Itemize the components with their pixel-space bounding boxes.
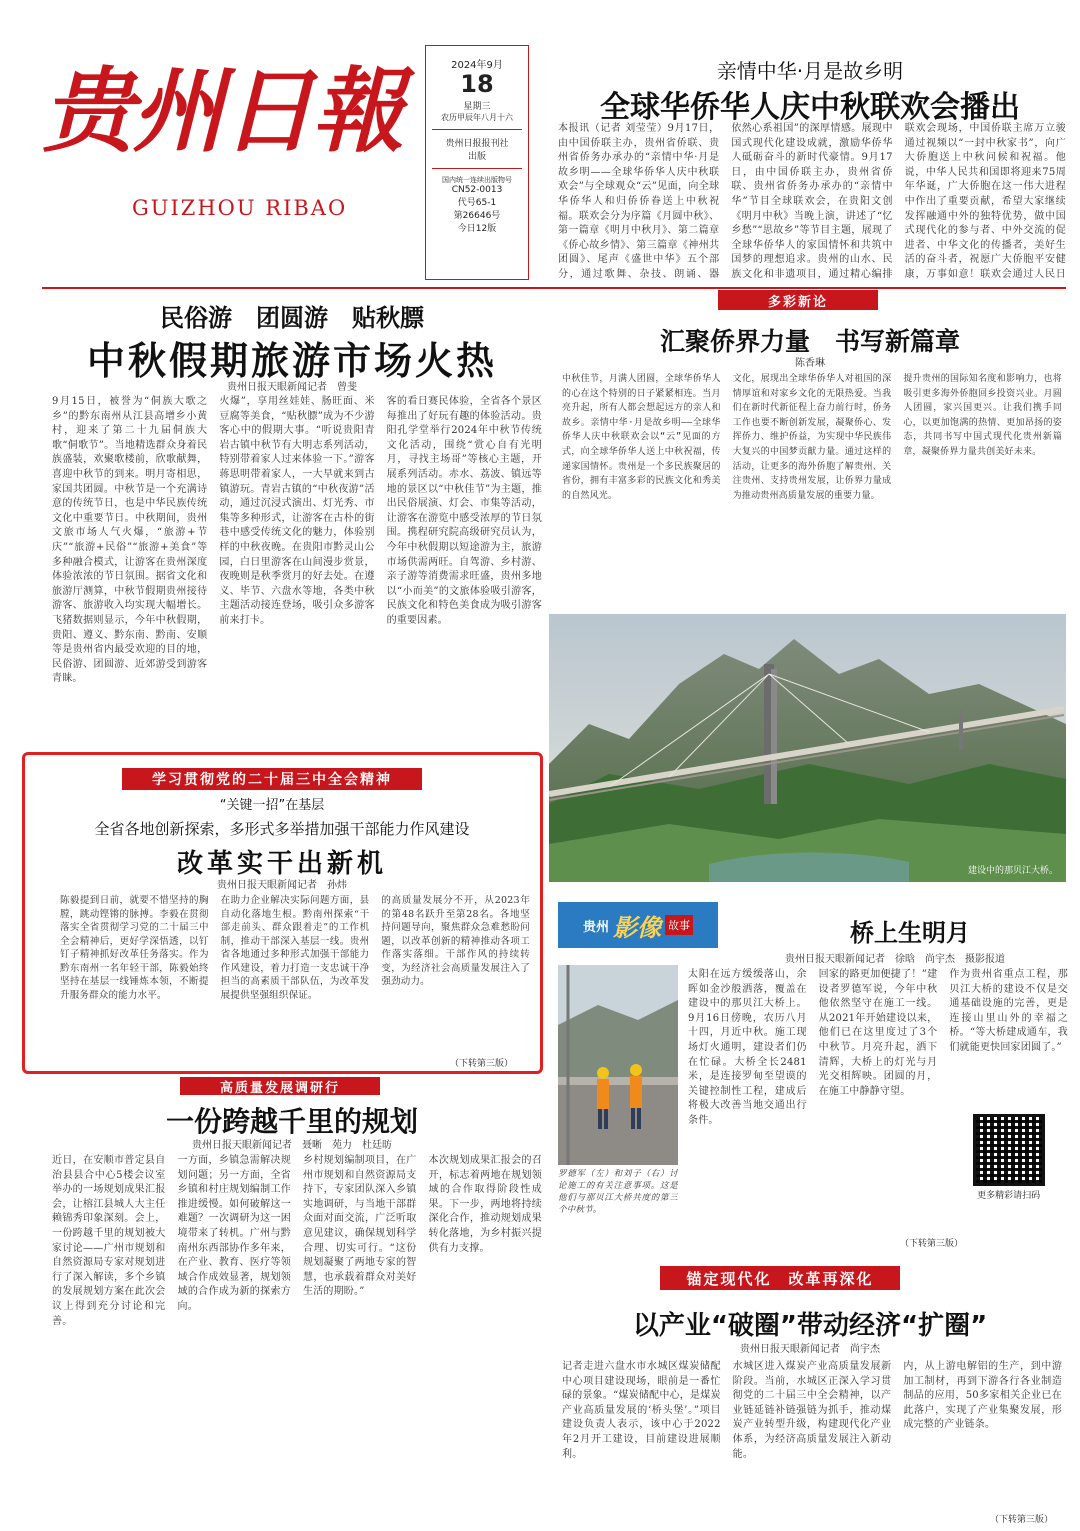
story2-byline: 贵州日报天眼新闻记者 曾斐	[227, 382, 357, 393]
story7-col2: 水城区进入煤炭产业高质量发展新阶段。当前，水城区正深入学习贯彻党的二十届三中全会精神，以产业链延链补链强链为抓手，推动煤炭产业转型升级，构建现代化产业体系，为经济高质量发展注入新动能。	[732, 1361, 892, 1460]
date-lunar: 农历甲辰年八月十六	[441, 113, 513, 122]
story6-brand-c: 故事	[665, 915, 693, 935]
story6-brand-b: 影像	[613, 913, 661, 942]
story4-banner: 学习贯彻党的二十届三中全会精神	[152, 772, 392, 788]
qr-label: 更多精彩请扫码	[977, 1191, 1041, 1201]
story5-section: 高质量发展调研行	[219, 1080, 340, 1096]
story7-continue: （下转第三版）	[990, 1515, 1054, 1525]
story6-col1: 太阳在远方缓缓落山，余晖如金沙般洒落，覆盖在建设中的那贝江大桥上。9月16日傍晚，农历八月十四，月近中秋。施工现场灯火通明，建设者们仍在忙碌。大桥全长2481米，是连接罗甸至望谟的关键控制性工程，建成后将极大改善当地交通出行条件。	[688, 969, 807, 1126]
masthead-pinyin: GUIZHOU RIBAO	[132, 196, 348, 220]
story4-body	[60, 894, 530, 1054]
story3-section-bar	[718, 290, 878, 310]
story4-title: 改革实干出新机	[176, 849, 387, 879]
story7-section-bar	[660, 1266, 900, 1290]
story5-col1: 近日，在安顺市普定县自治县县合中心5楼会议室举办的一场规划成果汇报会，让榕江县城人大主任赖锦秀印象深刻。会上，一份跨越千里的规划被大家讨论——广州市规划和自然资源局专家对规划进行了深入解读，多个乡镇的发展规划方案在此次会议上得到充分讨论和完善。	[52, 1155, 166, 1327]
story1-body	[558, 122, 1066, 282]
story4-col2: 在助力企业解决实际问题方面，县自动化落地生根。黔南州探索“干部走前头、群众跟着走”的工作机制，推动干部深入基层一线。贵州省各地通过多种形式加强干部能力作风建设，着力打造一支忠诚干净担当的高素质干部队伍，为改革发展提供坚强组织保证。	[220, 895, 370, 1001]
story2-col1: 9月15日，被誉为“侗族大歌之乡”的黔东南州从江县高增乡小黄村，迎来了第二十九届侗族大歌“侗歌节”。当地精选群众身着民族盛装，欢聚歌楼前，欣歌献舞，喜迎中秋节的到来。明月寄相思，家国共团圆。中秋节是一个充满诗意的传统节日，也是中华民族传统文化中重要节日。中秋期间，贵州文旅市场人气火爆，“旅游+节庆”“旅游+民俗”“旅游+美食”等多种融合模式，让游客在贵州深度体验浓浓的节日氛围。据省文化和旅游厅测算，中秋节假期贵州接待游客、旅游收入均实现大幅增长。飞猪数据则显示，今年中秋假期，贵阳、遵义、黔东南、黔南、安顺等是贵州省内最受欢迎的目的地，民俗游、团圆游、近郊游受到游客青睐。	[52, 396, 208, 685]
story7-col1: 记者走进六盘水市水城区煤炭储配中心项目建设现场，眼前是一番忙碌的景象。“煤炭储配中心，是煤炭产业高质量发展的‘桥头堡’。”项目建设负责人表示，该中心于2022年2月开工建设，目前建设进展顺利。	[562, 1361, 721, 1460]
date-box	[425, 45, 529, 280]
date-weekday: 星期三	[463, 102, 491, 112]
story4-byline: 贵州日报天眼新闻记者 孙炜	[217, 880, 347, 891]
workers-photo-caption: 罗德军（左）和刘子（右）讨论施工的有关注意事项。这是他们与那贝江大桥共度的第三个中秋节。	[558, 1169, 678, 1215]
workers-photo-image	[558, 965, 678, 1165]
masthead-title: 贵州日報	[42, 57, 403, 165]
story7-byline: 贵州日报天眼新闻记者 尚宇杰	[740, 1344, 880, 1355]
story6-body	[688, 968, 1068, 1248]
story2-body	[52, 395, 542, 733]
story7-section: 锚定现代化 改革再深化	[686, 1269, 874, 1288]
post-code: 代号65-1	[457, 198, 497, 208]
publisher-2: 出版	[467, 152, 486, 162]
bridge-photo-image	[549, 614, 1066, 882]
date-year-month: 2024年9月	[451, 60, 503, 71]
issue-number: 第26646号	[453, 211, 501, 221]
story6-byline: 贵州日报天眼新闻记者 徐晗 尚宇杰 摄影报道	[785, 954, 1005, 965]
story5-col3: 乡村规划编制项目，在广州市规划和自然资源局支持下，专家团队深入乡镇实地调研，与当地干部群众面对面交流，广泛听取意见建议，确保规划科学合理、切实可行。“这份规划凝聚了两地专家的智慧，也承载着群众对美好生活的期盼。”	[303, 1155, 417, 1298]
story4-banner-sub: “关键一招”在基层	[219, 798, 325, 813]
qr-code[interactable]	[973, 1114, 1045, 1186]
story6-brand	[558, 902, 718, 948]
story1-col2: 依然心系祖国”的深厚情感。展现中国式现代化建设成就，激励华侨华人砥砺奋斗的新时代豪情。9月17日，由中国侨联主办，贵州省侨联、贵州省侨务办承办的“亲情中华”节目全球联欢会，在贵阳文创《明月中秋》当晚上演，讲述了“忆乡愁”“思故乡”等节目主题，展现了全球华侨华人的家国情怀和共筑中国梦的理想追求。贵州的山水、民族文化和非遗项目，通过精心编排	[731, 123, 893, 280]
story4-kicker: 全省各地创新探索，多形式多举措加强干部能力作风建设	[94, 820, 470, 838]
story3-body	[562, 372, 1062, 600]
story2-col2: 火爆”，享用丝娃娃、肠旺面、米豆腐等美食，“贴秋膘”成为不少游客心中的假期大事。“听说贵阳青岩古镇中秋节有大明志系列活动，特别带着家人过来体验一下。”游客蒋思明带着家人，一大早就来到古镇游玩。青岩古镇的“中秋夜游”活动，通过沉浸式演出、灯光秀、市集等多种形式，让游客在古朴的街巷中感受传统文化的魅力，体验别样的中秋夜晚。在贵阳市黔灵山公园，白日里游客在山间漫步赏景，夜晚则是秋季赏月的好去处。在遵义、毕节、六盘水等地，各类中秋主题活动接连登场，吸引众多游客前来打卡。	[219, 396, 375, 626]
story4-col3: 的高质量发展分不开，从2023年的第48名跃升至第28名。各地坚持问题导向，聚焦群众急难愁盼问题，以改革创新的精神推动各项工作落实落细。干部作风的持续转变，为经济社会高质量发展注入了强劲动力。	[381, 895, 531, 987]
story4-col1: 陈毅提到日前，就要不惜坚持的胸膛，跳动铿锵的脉搏。李毅在贯彻落实全省贯彻学习党的二十届三中全会精神后，更好学深悟透，以钉钉子精神抓好改革任务落实。作为黔东南州一名年轻干部，陈毅始终坚持在基层一线锤炼本领，不断提升服务群众的能力水平。	[60, 895, 209, 1001]
story5-section-bar	[180, 1077, 380, 1095]
story5-title: 一份跨越千里的规划	[165, 1105, 418, 1138]
cn-number: CN52-0013	[451, 185, 503, 195]
story3-section: 多彩新论	[767, 294, 828, 310]
story7-col3: 内，从上游电解铝的生产，到中游加工制材，再到下游各行各业制造制品的应用，50多家相关企业已在此落户，实现了产业集聚发展，形成完整的产业链条。	[903, 1361, 1063, 1431]
story6-title: 桥上生明月	[850, 919, 970, 947]
story6-col3: 作为贵州省重点工程，那贝江大桥的建设不仅是交通基础设施的完善，更是连接山里山外的幸福之桥。“等大桥建成通车，我们就能更快回家团圆了。”	[949, 969, 1069, 1053]
story1-col3: 联欢会现场，中国侨联主席万立骏通过视频以“一封中秋家书”，向广大侨胞送上中秋问候和祝福。他说，中华人民共和国即将迎来75周年华诞，广大侨胞在这一伟大进程中作出了重要贡献，希望大家继续发挥融通中外的独特优势，做中国式现代化的参与者、中外交流的促进者、中华文化的传播者，美好生活的奋斗者，祝愿广大侨胞平安健康，万事如意！联欢会通过人民日	[904, 123, 1066, 280]
story6-brand-a: 贵州	[582, 919, 609, 935]
story1-col1: 本报讯（记者 刘莹莹）9月17日，由中国侨联主办，贵州省侨联、贵州省侨务办承办的“亲情中华·月是故乡明——全球华侨华人庆中秋联欢会”与全球观众“云”见面，向全球华侨华人和归侨侨眷送上中秋祝福。联欢会分为序篇《月圆中秋》、第一篇章《明月中秋月》、第二篇章《侨心故乡情》、第三篇章《神州共团圆》、尾声《盛世中华》五个部分，通过歌舞、杂技、朗诵、器	[558, 123, 720, 280]
story5-col2: 一方面，乡镇急需解决规划问题；另一方面，全省乡镇和村庄规划编制工作推进缓慢。如何破解这一难题？一次调研为这一困境带来了转机。广州与黔南州东西部协作多年来，在产业、教育、医疗等领域合作成效显著，规划领域的合作成为新的探索方向。	[177, 1155, 291, 1312]
story3-author: 陈香琳	[795, 358, 825, 369]
publisher: 贵州日报报刊社	[445, 139, 509, 149]
bridge-photo	[549, 614, 1066, 882]
story3-title: 汇聚侨界力量 书写新篇章	[659, 327, 960, 356]
story2-title: 中秋假期旅游市场火热	[86, 339, 497, 383]
story7-body	[562, 1360, 1062, 1520]
workers-photo	[558, 965, 678, 1165]
date-day: 18	[460, 70, 494, 98]
divider	[42, 287, 1066, 289]
story3-col3: 提升贵州的国际知名度和影响力，也将吸引更多海外侨胞回乡投资兴业。月圆人团圆，家兴国更兴。让我们携手同心，以更加饱满的热情、更加昂扬的姿态，共同书写中国式现代化贵州新篇章，凝聚侨界力量共创美好未来。	[903, 374, 1063, 457]
masthead-logo	[42, 36, 402, 236]
cn-label: 国内统一连续出版物号	[442, 176, 512, 184]
story4-banner-bar	[122, 768, 422, 790]
story4-continue: （下转第三版）	[450, 1059, 514, 1069]
story2-kicker: 民俗游 团圆游 贴秋膘	[160, 304, 424, 332]
story1-kicker: 亲情中华·月是故乡明	[716, 59, 904, 83]
story2-col3: 客的看日赛民体验，全省各个景区每推出了好玩有趣的体验活动。贵阳孔学堂举行2024年中秋节传统文化活动，围绕“赏心自有光明月，寻找主场哥”等核心主题，开展系列活动。赤水、荔波、镇远等地的景区以“中秋佳节”为主题，推出民俗展演、灯会、市集等活动，让游客在游览中感受浓厚的节日氛围。携程研究院高级研究员认为，今年中秋假期以短途游为主，旅游市场供需两旺。自驾游、乡村游、亲子游等消费需求旺盛，贵州多地以“小而美”的文旅体验吸引游客，民族文化和特色美食成为吸引游客的重要因素。	[386, 396, 542, 626]
story7-title: 以产业“破圈”带动经济“扩圈”	[632, 1311, 988, 1341]
story5-body	[52, 1154, 542, 1524]
story5-col4: 本次规划成果汇报会的召开，标志着两地在规划领域的合作取得阶段性成果。下一步，两地将持续深化合作，推动规划成果转化落地，为乡村振兴提供有力支撑。	[428, 1155, 542, 1254]
story5-byline: 贵州日报天眼新闻记者 聂晰 苑力 杜廷昉	[192, 1140, 392, 1151]
page-count: 今日12版	[457, 224, 497, 234]
story3-col2: 文化，展现出全球华侨华人对祖国的深情厚谊和对家乡文化的无限热爱。当我们在新时代新征程上奋力前行时，侨务工作也要不断创新发展，凝聚侨心、发挥侨力、维护侨益，为实现中华民族伟大复兴的中国梦贡献力量。通过这样的活动，让更多的海外侨胞了解贵州、关注贵州、支持贵州发展，让侨界力量成为推动贵州高质量发展的重要力量。	[732, 374, 892, 501]
story6-continue: （下转第三版）	[900, 1239, 964, 1249]
bridge-photo-caption: 建设中的那贝江大桥。	[967, 866, 1058, 876]
story1-title: 全球华侨华人庆中秋联欢会播出	[600, 90, 1020, 125]
story3-col1: 中秋佳节，月满人团圆，全球华侨华人的心在这个特别的日子紧紧相连。当月亮升起，所有人都会想起远方的亲人和故乡。亲情中华·月是故乡明——全球华侨华人庆中秋联欢会以“云”见面的方式，向全球华侨华人送上中秋祝福，传递家国情怀。贵州是一个多民族聚居的省份，拥有丰富多彩的民族文化和秀美的自然风光。	[562, 374, 721, 501]
story6-col2: 回家的路更加便捷了！”建设者罗德军说，今年中秋他依然坚守在施工一线。从2021年开始建设以来，他们已在这里度过了3个中秋节。月亮升起，洒下清辉，大桥上的灯光与月光交相辉映。团圆的月，在施工中静静守望。	[818, 969, 938, 1097]
